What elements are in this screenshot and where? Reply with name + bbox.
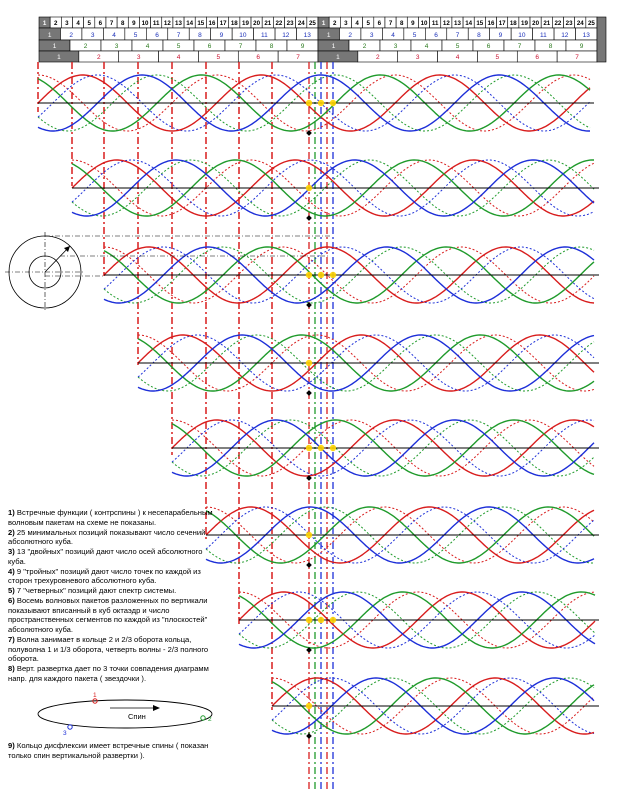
header-cell-label: 11: [260, 32, 268, 39]
dysflexion-ring-figure: [38, 692, 212, 737]
header-cell-label: 8: [399, 20, 404, 27]
header-cell-label: 7: [575, 54, 579, 61]
header-cell-label: 6: [207, 43, 212, 50]
note-item: [8, 635, 213, 664]
header-cell-label: 4: [112, 32, 116, 39]
header-cell-label: 6: [535, 54, 540, 61]
header-cell-label: 9: [132, 20, 136, 27]
note-text: Кольцо дисфлексии имеет встречные спины ( показан только спин вертикальной развертки ).: [8, 741, 209, 760]
header-cell-label: 3: [136, 54, 141, 61]
header-cell-label: 8: [120, 20, 125, 27]
header-cell-label: 1: [321, 20, 326, 27]
wave-packet: [72, 160, 599, 221]
note-number: 9): [8, 741, 15, 750]
header-cell-label: 17: [219, 20, 227, 27]
header-cell-label: 21: [543, 20, 551, 27]
header-cell-label: 1: [42, 20, 47, 27]
header-cell-label: 8: [477, 32, 481, 39]
header-cell-label: 5: [412, 32, 417, 39]
header-cell-label: 4: [176, 54, 181, 61]
ring-point-3-label: 3: [63, 730, 67, 737]
header-cell-label: 1: [47, 32, 52, 39]
coincidence-star-icon: [318, 272, 324, 278]
header-cell-label: 13: [582, 32, 590, 39]
coincidence-star-icon: [330, 617, 336, 623]
header-cell-label: 3: [369, 32, 374, 39]
note-text: Волна занимает в кольце 2 и 2/3 оборота кольца, полуволна 1 и 1/3 оборота, четверть волны - 2/3 полного оборота.: [8, 635, 209, 664]
note-number: 4): [8, 566, 15, 576]
marker-diamond-icon: [306, 215, 312, 221]
coincidence-star-icon: [318, 445, 324, 451]
ring-point-2: [201, 716, 205, 720]
wave-packet: [239, 592, 599, 653]
note-text: 9 "тройных" позиций дают число точек по каждой из сторон трехуровневого абсолютного куба.: [8, 566, 201, 586]
header-cell-label: 2: [69, 32, 74, 39]
header-cell-label: 12: [561, 32, 569, 39]
header-cell-label: 2: [333, 20, 337, 27]
note-text: 25 минимальных позиций показывают число сечений абсолютного куба.: [8, 527, 206, 547]
header-cell-label: 7: [517, 43, 522, 50]
header-cell-label: 7: [238, 43, 243, 50]
header-cell-label: 11: [152, 20, 160, 27]
header-cell-label: 2: [362, 43, 367, 50]
wave-packet: [138, 335, 599, 396]
coincidence-star-icon: [306, 703, 312, 709]
header-cell-label: 24: [297, 20, 305, 27]
header-cell-label: 10: [518, 32, 526, 39]
header-cell-label: 4: [76, 20, 80, 27]
header-cell-label: 10: [239, 32, 247, 39]
header-cell-label: 4: [391, 32, 395, 39]
header-cell-label: 6: [256, 54, 261, 61]
note-number: 7): [8, 635, 15, 645]
header-cell-label: 3: [65, 20, 69, 27]
header-cell-label: 20: [253, 20, 261, 27]
header-cell-label: 8: [548, 43, 553, 50]
position-header-table: [39, 17, 606, 62]
marker-diamond-icon: [306, 562, 312, 568]
header-cell-label: 5: [176, 43, 181, 50]
coincidence-star-icon: [318, 100, 324, 106]
header-cell-label: 4: [424, 43, 429, 50]
header-cell-label: 13: [454, 20, 461, 27]
note-number: 5): [8, 586, 15, 596]
header-cell-label: 9: [498, 32, 503, 39]
note-item: [8, 596, 213, 634]
header-cell-label: 1: [57, 54, 61, 61]
note-text: Встречные функции ( контрспины ) к несепарабельным волновым пакетам на схеме не показаны.: [8, 508, 213, 527]
coincidence-star-icon: [330, 100, 336, 106]
header-cell-label: 5: [495, 54, 500, 61]
note-number: 3): [8, 547, 15, 557]
wave-packet: [38, 75, 594, 136]
note-number: 6): [8, 596, 15, 606]
header-cell-label: 13: [303, 32, 311, 39]
coincidence-star-icon: [306, 272, 312, 278]
header-cell-label: 7: [388, 20, 393, 27]
wave-packet: [172, 420, 599, 481]
ring-point-2-label: 2: [208, 716, 212, 723]
coincidence-star-icon: [306, 185, 312, 191]
note-9: [8, 741, 213, 760]
header-cell-label: 15: [197, 20, 205, 27]
header-cell-label: 3: [415, 54, 420, 61]
header-cell-label: 16: [208, 20, 216, 27]
ring-point-3: [68, 725, 72, 729]
header-cell-label: 5: [455, 43, 460, 50]
header-cell-label: 15: [476, 20, 484, 27]
header-cell-label: 11: [431, 20, 439, 27]
spin-arrowhead-icon: [153, 705, 160, 711]
coincidence-star-icon: [306, 445, 312, 451]
note-text: 7 "четверных" позиций дают спектр системы.: [16, 586, 177, 596]
header-cell-label: 8: [269, 43, 274, 50]
note-item: [8, 586, 213, 596]
header-cell-label: 6: [377, 20, 382, 27]
header-cell-label: 12: [282, 32, 290, 39]
header-cell-label: 6: [486, 43, 491, 50]
ring-ellipse: [38, 700, 212, 728]
header-cell-label: 7: [455, 32, 460, 39]
notes-list: [8, 508, 213, 684]
header-cell-label: 1: [331, 43, 336, 50]
coincidence-star-icon: [306, 360, 312, 366]
header-cell-label: 7: [176, 32, 181, 39]
header-cell-label: 6: [98, 20, 103, 27]
note-text: 13 "двойных" позиций дают число осей абсолютного куба.: [8, 547, 203, 566]
header-cell-label: 22: [275, 20, 283, 27]
note-item: [8, 508, 213, 527]
header-cell-label: 4: [145, 43, 150, 50]
header-cell-label: 10: [141, 20, 149, 27]
header-cell-label: 3: [90, 32, 95, 39]
header-cell-label: 22: [554, 20, 562, 27]
header-cell-label: 23: [565, 20, 573, 27]
header-cell-label: 5: [87, 20, 91, 27]
header-cell-label: 7: [109, 20, 114, 27]
header-cell-label: 5: [216, 54, 221, 61]
header-cell-label: 7: [296, 54, 300, 61]
header-cell-label: 20: [532, 20, 540, 27]
header-cell-label: 21: [264, 20, 272, 27]
header-cell-label: 25: [587, 20, 595, 27]
header-cell-label: 25: [308, 20, 316, 27]
coincidence-star-icon: [306, 532, 312, 538]
header-cell-label: 2: [375, 54, 380, 61]
header-cell-label: 2: [96, 54, 101, 61]
header-cell-label: 14: [186, 20, 194, 27]
header-cell-label: 9: [300, 43, 305, 50]
header-cell-label: 2: [54, 20, 58, 27]
note-text: Верт. развертка дает по 3 точки совпадения диаграмм напр. для каждого пакета ( звездочки ).: [8, 664, 209, 683]
header-cell-label: 12: [163, 20, 171, 27]
coincidence-star-icon: [306, 617, 312, 623]
header-cell-label: 3: [393, 43, 398, 50]
coincidence-star-icon: [318, 617, 324, 623]
header-cell-label: 4: [455, 54, 460, 61]
note-number: 2): [8, 527, 15, 537]
wave-packet: [206, 507, 599, 568]
header-cell-label: 1: [336, 54, 340, 61]
header-cell-label: 12: [442, 20, 450, 27]
note-number: 1): [8, 508, 15, 517]
ring-point-1-label: 1: [93, 692, 97, 699]
header-cell-label: 9: [219, 32, 224, 39]
header-cell-label: 16: [487, 20, 495, 27]
header-cell-label: 19: [521, 20, 528, 27]
note-item: [8, 664, 213, 683]
header-cell-label: 19: [242, 20, 249, 27]
marker-diamond-icon: [306, 733, 312, 739]
coincidence-star-icon: [306, 100, 312, 106]
header-cell-label: 8: [198, 32, 202, 39]
header-cell-label: 24: [576, 20, 584, 27]
marker-diamond-icon: [306, 390, 312, 396]
header-cell-label: 1: [326, 32, 331, 39]
header-cell-label: 2: [83, 43, 88, 50]
header-cell-label: 11: [539, 32, 547, 39]
header-cell-label: 3: [114, 43, 119, 50]
header-cell-label: 3: [344, 20, 348, 27]
header-cell-label: 5: [366, 20, 370, 27]
header-cell-label: 14: [465, 20, 473, 27]
header-cell-label: 4: [355, 20, 359, 27]
note-item: [8, 547, 213, 566]
header-cell-label: 9: [411, 20, 415, 27]
note-item: [8, 567, 213, 586]
header-cell-label: 6: [434, 32, 438, 39]
header-edge-cell: [597, 17, 606, 62]
header-cell-label: 5: [133, 32, 138, 39]
header-cell-label: 18: [509, 20, 517, 27]
header-cell-label: 13: [175, 20, 182, 27]
header-cell-label: 9: [579, 43, 584, 50]
header-cell-label: 18: [230, 20, 238, 27]
coincidence-star-icon: [330, 272, 336, 278]
header-cell-label: 1: [52, 43, 57, 50]
wave-packet: [104, 247, 599, 308]
header-cell-label: 17: [498, 20, 506, 27]
header-cell-label: 6: [155, 32, 159, 39]
note-item: [8, 528, 213, 547]
note-number: 8): [8, 664, 15, 674]
header-cell-label: 2: [348, 32, 353, 39]
coincidence-star-icon: [330, 445, 336, 451]
note-text: Восемь волновых пакетов разложенных по вертикали показывают вписанный в куб октаэдр и число пространственных сегментов по каждой из "плоскостей" абсолютного куба.: [8, 596, 208, 635]
header-cell-label: 23: [286, 20, 294, 27]
spin-label: Спин: [128, 712, 146, 721]
header-cell-label: 10: [420, 20, 428, 27]
